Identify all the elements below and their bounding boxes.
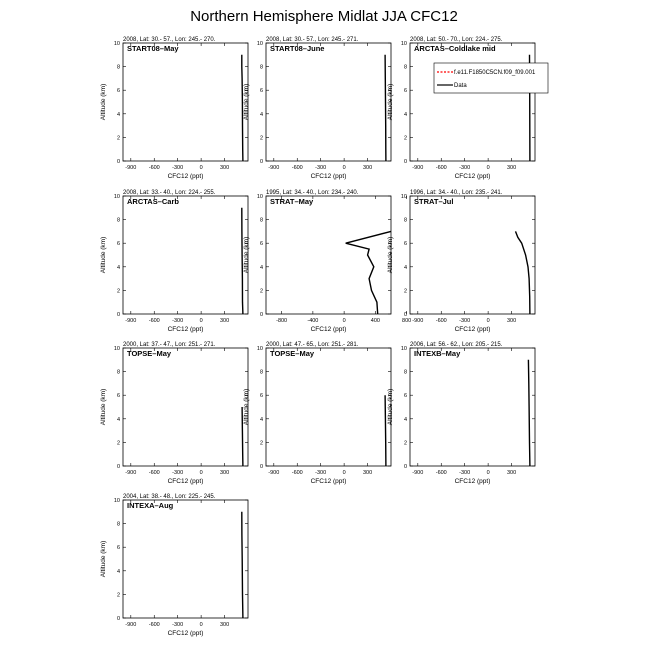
y-tick-label: 4: [259, 264, 263, 271]
x-tick-label: -900: [268, 165, 280, 171]
plot-frame: [123, 500, 248, 618]
y-tick-label: 6: [259, 393, 263, 400]
plot-frame: [123, 348, 248, 466]
panel-3: [387, 37, 535, 180]
y-tick-label: 0: [259, 159, 263, 165]
y-tick-label: 10: [113, 498, 120, 504]
x-axis-label: CFC12 (ppt): [454, 478, 491, 485]
y-tick-label: 6: [259, 88, 263, 95]
y-tick-label: 8: [403, 217, 407, 224]
x-tick-label: 0: [486, 318, 490, 324]
y-tick-label: 8: [403, 369, 407, 376]
plot-frame: [410, 196, 535, 314]
legend-box: [434, 63, 548, 93]
x-tick-label: -900: [412, 470, 424, 476]
x-tick-label: -600: [148, 165, 160, 171]
y-tick-label: 10: [400, 41, 407, 47]
y-tick-label: 10: [400, 346, 407, 352]
panel-10: [100, 494, 248, 637]
x-tick-label: 300: [362, 470, 373, 476]
panel-title: ARCTAS–Carb: [127, 197, 179, 206]
y-axis-label: Altitude (km): [387, 83, 394, 121]
y-tick-label: 8: [259, 369, 263, 376]
x-tick-label: -600: [148, 470, 160, 476]
panel-subtitle: 2008, Lat: 33.- 40., Lon: 224.- 255.: [123, 190, 216, 196]
x-axis-label: CFC12 (ppt): [167, 326, 204, 333]
x-tick-label: -900: [412, 318, 424, 324]
panel-7: [100, 342, 248, 485]
panel-5: [243, 190, 411, 333]
panel-8: [243, 342, 391, 485]
panel-1: [100, 37, 248, 180]
x-tick-label: 0: [342, 165, 346, 171]
y-tick-label: 2: [116, 440, 120, 447]
y-tick-label: 2: [259, 440, 263, 447]
panel-title: TOPSE–May: [127, 349, 172, 358]
panel-subtitle: 2008, Lat: 50.- 70., Lon: 224.- 275.: [410, 37, 503, 43]
panel-subtitle: 2004, Lat: 38.- 48., Lon: 225.- 245.: [123, 494, 216, 500]
panel-subtitle: 2008, Lat: 30.- 57., Lon: 245.- 271.: [266, 37, 359, 43]
y-tick-label: 0: [116, 616, 120, 622]
y-axis-label: Altitude (km): [387, 388, 394, 426]
x-tick-label: 800: [402, 318, 412, 324]
y-tick-label: 8: [116, 64, 120, 71]
x-tick-label: -300: [172, 318, 184, 324]
panel-subtitle: 1996, Lat: 34.- 40., Lon: 235.- 241.: [410, 190, 503, 196]
panel-2: [243, 37, 391, 180]
y-tick-label: 2: [116, 288, 120, 295]
x-tick-label: 300: [362, 165, 373, 171]
x-tick-label: -600: [435, 470, 447, 476]
y-tick-label: 8: [116, 521, 120, 528]
y-tick-label: 10: [256, 346, 263, 352]
y-tick-label: 10: [113, 41, 120, 47]
x-axis-label: CFC12 (ppt): [454, 173, 491, 180]
panel-subtitle: 2000, Lat: 47.- 65., Lon: 251.- 281.: [266, 342, 359, 348]
y-tick-label: 2: [403, 135, 407, 142]
x-tick-label: -900: [125, 470, 137, 476]
x-tick-label: -900: [412, 165, 424, 171]
x-tick-label: 300: [219, 165, 230, 171]
y-tick-label: 10: [400, 194, 407, 200]
data-series-line: [385, 395, 386, 466]
x-tick-label: -400: [307, 318, 319, 324]
x-tick-label: -300: [172, 470, 184, 476]
data-series-line: [346, 231, 391, 314]
panel-title: INTEXB–May: [414, 349, 461, 358]
y-tick-label: 6: [116, 393, 120, 400]
panel-title: START08–May: [127, 44, 179, 53]
x-tick-label: 0: [342, 470, 346, 476]
x-tick-label: -900: [125, 165, 137, 171]
y-tick-label: 0: [403, 312, 407, 318]
legend-label: f.e11.F1850C5CN.f09_f09.001: [454, 70, 536, 76]
y-tick-label: 6: [116, 241, 120, 248]
y-tick-label: 4: [116, 416, 120, 423]
panel-title: TOPSE–May: [270, 349, 315, 358]
x-axis-label: CFC12 (ppt): [310, 173, 347, 180]
x-tick-label: 0: [486, 470, 490, 476]
panel-title: INTEXA–Aug: [127, 501, 174, 510]
y-tick-label: 0: [403, 159, 407, 165]
x-tick-label: 300: [219, 470, 230, 476]
x-tick-label: -300: [459, 318, 471, 324]
x-tick-label: -600: [291, 165, 303, 171]
x-tick-label: -300: [315, 470, 327, 476]
x-tick-label: -300: [459, 470, 471, 476]
plot-frame: [123, 43, 248, 161]
panel-4: [100, 190, 248, 333]
panel-subtitle: 2008, Lat: 30.- 57., Lon: 245.- 270.: [123, 37, 216, 43]
y-tick-label: 6: [403, 88, 407, 95]
y-tick-label: 0: [116, 159, 120, 165]
y-tick-label: 2: [116, 135, 120, 142]
x-tick-label: 300: [506, 165, 517, 171]
y-tick-label: 2: [259, 135, 263, 142]
y-tick-label: 4: [259, 111, 263, 118]
panel-6: [387, 190, 535, 333]
y-tick-label: 4: [116, 111, 120, 118]
y-tick-label: 6: [403, 393, 407, 400]
x-tick-label: -300: [172, 622, 184, 628]
x-tick-label: -300: [459, 165, 471, 171]
y-tick-label: 8: [259, 217, 263, 224]
x-tick-label: 0: [199, 165, 203, 171]
x-tick-label: -300: [315, 165, 327, 171]
y-tick-label: 0: [116, 464, 120, 470]
y-tick-label: 2: [259, 288, 263, 295]
data-series-line: [385, 55, 386, 161]
y-tick-label: 8: [259, 64, 263, 71]
y-tick-label: 2: [403, 288, 407, 295]
y-tick-label: 6: [116, 88, 120, 95]
y-tick-label: 4: [403, 416, 407, 423]
y-tick-label: 4: [116, 568, 120, 575]
x-tick-label: 300: [219, 622, 230, 628]
y-tick-label: 10: [113, 346, 120, 352]
x-axis-label: CFC12 (ppt): [310, 326, 347, 333]
y-tick-label: 6: [403, 241, 407, 248]
y-tick-label: 2: [403, 440, 407, 447]
x-tick-label: -900: [125, 622, 137, 628]
x-tick-label: -300: [172, 165, 184, 171]
panel-9: [387, 342, 535, 485]
panel-title: STRAT–May: [270, 197, 314, 206]
x-tick-label: -600: [148, 318, 160, 324]
x-tick-label: 0: [199, 318, 203, 324]
panel-title: START08–June: [270, 44, 325, 53]
panel-title: STRAT–Jul: [414, 197, 454, 206]
y-tick-label: 8: [116, 369, 120, 376]
y-tick-label: 6: [259, 241, 263, 248]
x-tick-label: 0: [342, 318, 346, 324]
y-tick-label: 2: [116, 592, 120, 599]
y-tick-label: 0: [259, 464, 263, 470]
figure-title: Northern Hemisphere Midlat JJA CFC12: [190, 8, 458, 25]
y-tick-label: 0: [403, 464, 407, 470]
y-tick-label: 4: [259, 416, 263, 423]
plot-frame: [266, 196, 391, 314]
x-axis-label: CFC12 (ppt): [454, 326, 491, 333]
data-series-line: [242, 512, 243, 618]
data-series-line: [516, 231, 530, 314]
x-tick-label: -600: [291, 470, 303, 476]
x-tick-label: -600: [435, 165, 447, 171]
y-tick-label: 10: [256, 194, 263, 200]
x-tick-label: -900: [268, 470, 280, 476]
plot-frame: [266, 348, 391, 466]
panel-subtitle: 2006, Lat: 56.- 62., Lon: 205.- 215.: [410, 342, 503, 348]
x-tick-label: -600: [435, 318, 447, 324]
panel-title: ARCTAS–Coldlake mid: [414, 44, 496, 53]
x-tick-label: 300: [506, 318, 517, 324]
y-axis-label: Altitude (km): [243, 83, 250, 121]
x-tick-label: -800: [276, 318, 288, 324]
y-axis-label: Altitude (km): [100, 540, 107, 578]
x-tick-label: 0: [199, 622, 203, 628]
plot-frame: [123, 196, 248, 314]
legend-label: Data: [454, 83, 467, 89]
x-axis-label: CFC12 (ppt): [167, 478, 204, 485]
y-axis-label: Altitude (km): [243, 388, 250, 426]
y-tick-label: 0: [116, 312, 120, 318]
plot-frame: [410, 43, 535, 161]
plot-frame: [266, 43, 391, 161]
y-tick-label: 6: [116, 545, 120, 552]
y-tick-label: 4: [403, 111, 407, 118]
y-tick-label: 10: [113, 194, 120, 200]
y-axis-label: Altitude (km): [100, 236, 107, 274]
panel-subtitle: 1995, Lat: 34.- 40., Lon: 234.- 240.: [266, 190, 359, 196]
y-tick-label: 10: [256, 41, 263, 47]
x-tick-label: 400: [370, 318, 380, 324]
y-axis-label: Altitude (km): [100, 83, 107, 121]
x-tick-label: 0: [486, 165, 490, 171]
x-tick-label: -900: [125, 318, 137, 324]
x-tick-label: -600: [148, 622, 160, 628]
x-axis-label: CFC12 (ppt): [310, 478, 347, 485]
x-tick-label: 300: [506, 470, 517, 476]
x-tick-label: 300: [219, 318, 230, 324]
y-tick-label: 4: [403, 264, 407, 271]
y-tick-label: 0: [259, 312, 263, 318]
y-axis-label: Altitude (km): [100, 388, 107, 426]
x-axis-label: CFC12 (ppt): [167, 630, 204, 637]
x-tick-label: 0: [199, 470, 203, 476]
y-axis-label: Altitude (km): [387, 236, 394, 274]
plot-frame: [410, 348, 535, 466]
y-tick-label: 8: [403, 64, 407, 71]
x-axis-label: CFC12 (ppt): [167, 173, 204, 180]
y-tick-label: 4: [116, 264, 120, 271]
data-series-line: [528, 360, 530, 466]
legend: [434, 63, 548, 93]
panel-subtitle: 2000, Lat: 37.- 47., Lon: 251.- 271.: [123, 342, 216, 348]
y-axis-label: Altitude (km): [243, 236, 250, 274]
y-tick-label: 8: [116, 217, 120, 224]
